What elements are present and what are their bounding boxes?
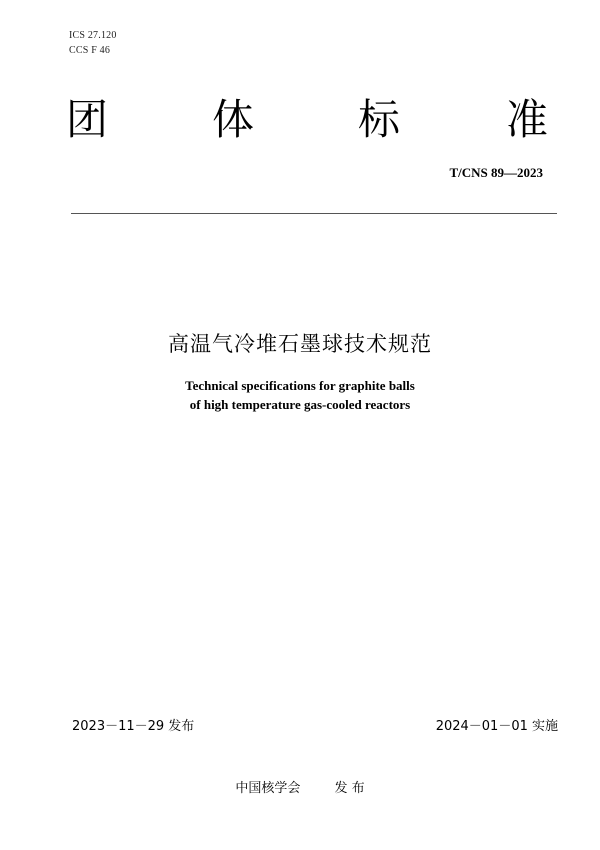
ics-code: ICS 27.120 bbox=[69, 30, 117, 41]
standard-type-char-1: 团 bbox=[66, 95, 109, 144]
standard-type-char-4: 准 bbox=[506, 95, 549, 144]
publish-date: 2023－11－29 发布 bbox=[72, 719, 195, 734]
issuer-name: 中国核学会 bbox=[235, 781, 301, 796]
implementation-date: 2024－01－01 实施 bbox=[435, 719, 558, 734]
header-divider bbox=[71, 213, 557, 214]
ccs-code: CCS F 46 bbox=[69, 45, 111, 56]
issuer-line bbox=[0, 777, 600, 796]
issuer-action: 发 布 bbox=[334, 781, 365, 796]
standard-type-char-3: 标 bbox=[358, 95, 401, 144]
standard-type-char-2: 体 bbox=[212, 95, 255, 144]
document-title-english-line2: of high temperature gas-cooled reactors bbox=[189, 397, 411, 412]
document-title-chinese: 高温气冷堆石墨球技术规范 bbox=[168, 332, 432, 356]
standard-number: T/CNS 89—2023 bbox=[449, 165, 543, 180]
document-title-english-line1: Technical specifications for graphite balls bbox=[185, 378, 415, 393]
